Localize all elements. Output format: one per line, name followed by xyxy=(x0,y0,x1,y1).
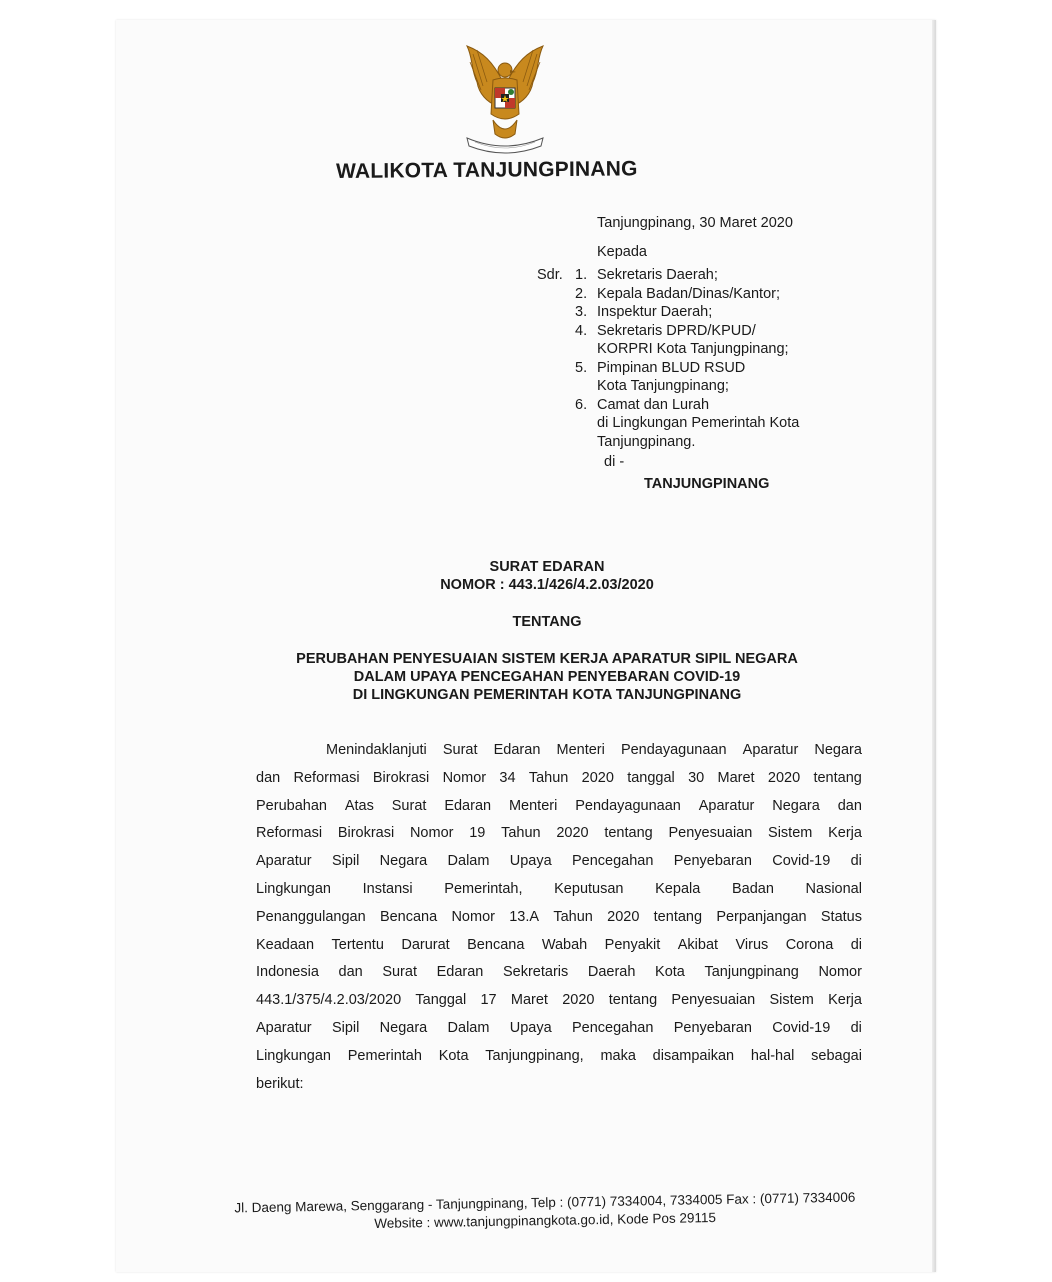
garuda-emblem-icon xyxy=(453,42,557,154)
recipient-text: Sekretaris DPRD/KPUD/ xyxy=(597,322,756,339)
body-line: Lingkungan Pemerintah Kota Tanjungpinang, maka disampaikan hal-hal sebagai xyxy=(256,1047,862,1064)
document-number: NOMOR : 443.1/426/4.2.03/2020 xyxy=(440,577,654,593)
destination-city: TANJUNGPINANG xyxy=(644,476,770,492)
recipient-number: 2. xyxy=(575,285,588,302)
body-line: Menindaklanjuti Surat Edaran Menteri Pendayagunaan Aparatur Negara xyxy=(326,742,862,758)
recipient-item xyxy=(575,359,845,396)
body-line: Indonesia dan Surat Edaran Sekretaris Daerah Kota Tanjungpinang Nomor xyxy=(256,964,862,981)
kepada-label: Kepada xyxy=(597,244,647,260)
recipient-text: Tanjungpinang. xyxy=(597,433,696,450)
sdr-label: Sdr. xyxy=(537,267,563,283)
recipient-number: 1. xyxy=(575,267,588,283)
body-line: dan Reformasi Birokrasi Nomor 34 Tahun 2020 tanggal 30 Maret 2020 tentang xyxy=(256,769,862,786)
body-line: 443.1/375/4.2.03/2020 Tanggal 17 Maret 2020 tentang Penyesuaian Sistem Kerja xyxy=(256,992,862,1009)
recipient-item xyxy=(575,396,845,452)
recipient-text: Pimpinan BLUD RSUD xyxy=(597,359,746,376)
recipient-number: 3. xyxy=(575,304,588,320)
footer-website: Website : www.tanjungpinangkota.go.id, Kode Pos 29115 xyxy=(374,1210,717,1231)
recipient-text: Kepala Badan/Dinas/Kantor; xyxy=(597,285,780,302)
recipient-text: Sekretaris Daerah; xyxy=(597,267,718,283)
recipient-number: 4. xyxy=(575,322,588,339)
recipient-item xyxy=(575,303,845,322)
recipient-text: Inspektur Daerah; xyxy=(597,304,713,320)
recipient-text: Kota Tanjungpinang; xyxy=(597,378,729,394)
body-line: Aparatur Sipil Negara Dalam Upaya Pencegahan Penyebaran Covid-19 di xyxy=(256,1019,862,1036)
letter-date: Tanjungpinang, 30 Maret 2020 xyxy=(597,215,793,231)
recipient-number: 5. xyxy=(575,359,588,376)
document-heading xyxy=(252,558,842,594)
body-line: Keadaan Tertentu Darurat Bencana Wabah Penyakit Akibat Virus Corona di xyxy=(256,936,862,953)
recipient-number: 6. xyxy=(575,396,588,413)
body-line: Perubahan Atas Surat Edaran Menteri Pendayagunaan Aparatur Negara dan xyxy=(256,797,862,814)
recipient-text: Camat dan Lurah xyxy=(597,396,710,413)
recipient-item xyxy=(575,266,845,285)
body-line: Penanggulangan Bencana Nomor 13.A Tahun 2020 tentang Perpanjangan Status xyxy=(256,908,862,925)
document-subject xyxy=(252,650,842,704)
footer-address: Jl. Daeng Marewa, Senggarang - Tanjungpinang, Telp : (0771) 7334004, 7334005 Fax : (0771) 7334006 xyxy=(234,1189,856,1216)
recipient-text: di Lingkungan Pemerintah Kota xyxy=(597,415,800,431)
recipient-list xyxy=(575,266,845,451)
recipient-text: KORPRI Kota Tanjungpinang; xyxy=(597,341,789,357)
body-line: Lingkungan Instansi Pemerintah, Keputusan Kepala Badan Nasional xyxy=(256,880,862,897)
recipient-item xyxy=(575,322,845,359)
letterhead-title: WALIKOTA TANJUNGPINANG xyxy=(336,157,638,183)
subject-line: DI LINGKUNGAN PEMERINTAH KOTA TANJUNGPINANG xyxy=(352,687,742,703)
recipient-item xyxy=(575,285,845,304)
subject-line: PERUBAHAN PENYESUAIAN SISTEM KERJA APARATUR SIPIL NEGARA xyxy=(296,651,798,667)
subject-line: DALAM UPAYA PENCEGAHAN PENYEBARAN COVID-19 xyxy=(353,669,741,685)
body-paragraph xyxy=(256,737,862,1098)
document-type: SURAT EDARAN xyxy=(489,559,605,575)
tentang-label: TENTANG xyxy=(512,614,582,630)
di-label: di - xyxy=(604,454,625,470)
body-line: berikut: xyxy=(256,1075,304,1092)
body-line: Reformasi Birokrasi Nomor 19 Tahun 2020 tentang Penyesuaian Sistem Kerja xyxy=(256,825,862,842)
body-line: Aparatur Sipil Negara Dalam Upaya Pencegahan Penyebaran Covid-19 di xyxy=(256,853,862,870)
